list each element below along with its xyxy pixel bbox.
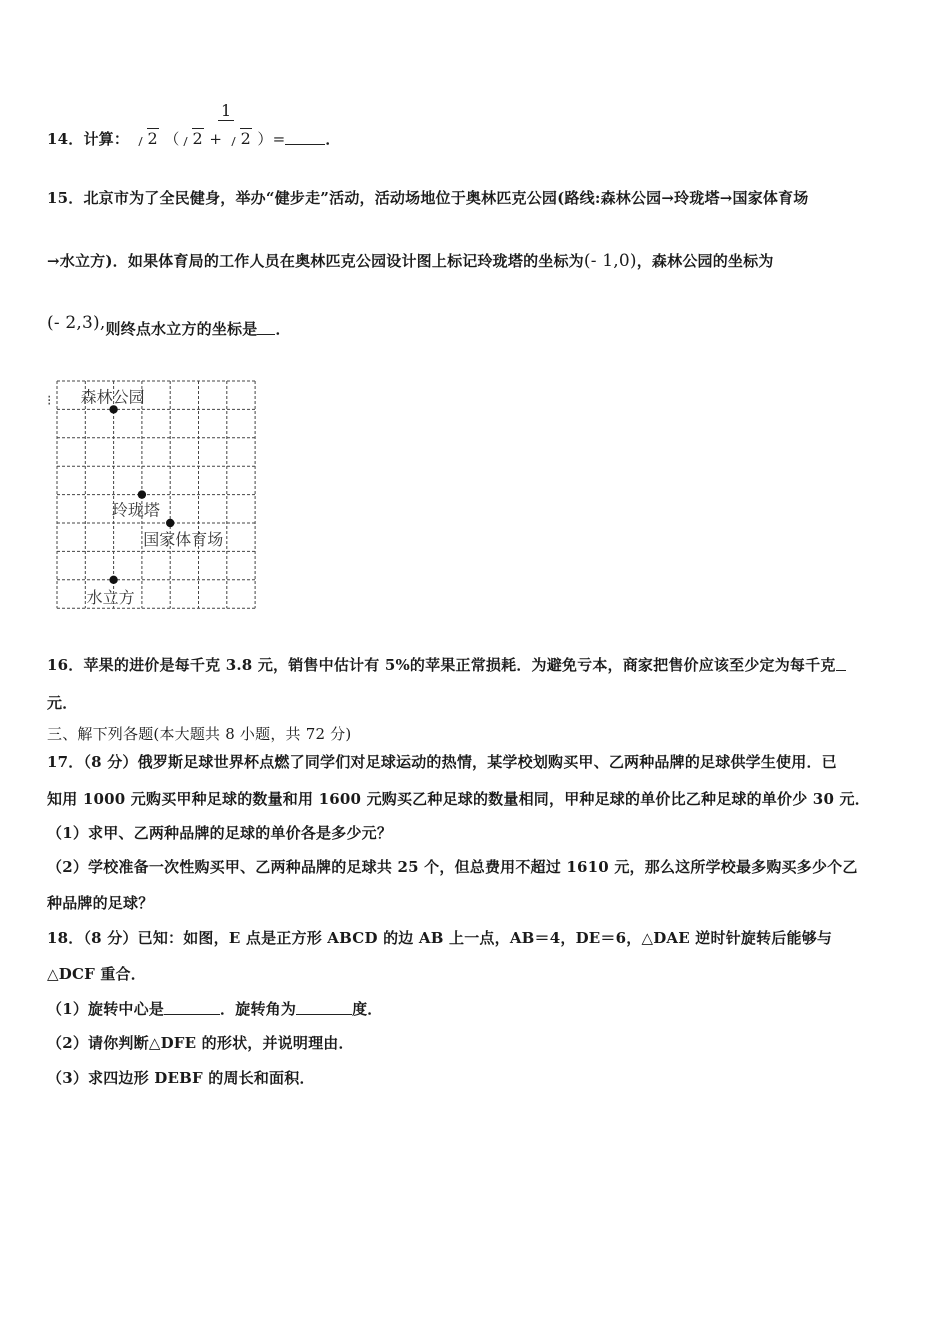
national-stadium-label: 国家体育场 bbox=[143, 530, 224, 549]
water-cube-point bbox=[109, 576, 117, 584]
linglong-tower-label: 玲珑塔 bbox=[111, 500, 160, 520]
q16-line1 bbox=[47, 654, 846, 675]
q14-plus: + bbox=[209, 130, 223, 148]
q15-line3 bbox=[47, 313, 291, 339]
map-grid bbox=[57, 381, 255, 608]
q18-line2: △DCF 重合． bbox=[47, 965, 146, 983]
q14-prefix: 14．计算： bbox=[47, 130, 130, 148]
map-margin-mark: ⁝ bbox=[47, 393, 52, 409]
q15-line3-text: 则终点水立方的坐标是 bbox=[105, 320, 258, 338]
q18-sub1-text-a: （1）旋转中心是 bbox=[47, 1000, 165, 1018]
q15-line1: 15．北京市为了全民健身，举办“健步走”活动，活动场地位于奥林匹克公园(路线:森林公园→玲珑塔→国家体育场 bbox=[47, 189, 809, 207]
q18-sub3: （3）求四边形 DEBF 的周长和面积． bbox=[47, 1069, 315, 1087]
q14-fraction bbox=[218, 101, 234, 121]
section3-title: 三、解下列各题(本大题共 8 小题，共 72 分) bbox=[47, 725, 352, 743]
q17-line2: 知用 1000 元购买甲种足球的数量和用 1600 元购买乙种足球的数量相同，甲种足球的单价比乙种足球的单价少 30 元． bbox=[47, 790, 870, 808]
q18-center-blank bbox=[164, 1013, 220, 1015]
q14-rparen: ）= bbox=[257, 130, 286, 148]
park-map-figure bbox=[46, 376, 260, 612]
q17-line1: 17．（8 分）俄罗斯足球世界杯点燃了同学们对足球运动的热情，某学校划购买甲、乙两种品牌的足球供学生使用．已 bbox=[47, 753, 837, 771]
q16-line2: 元． bbox=[47, 694, 78, 712]
q18-sub2: （2）请你判断△DFE 的形状，并说明理由． bbox=[47, 1034, 354, 1052]
q18-sub1 bbox=[47, 998, 382, 1019]
q15-line3-end: ． bbox=[275, 320, 291, 338]
q16-line1-text: 16．苹果的进价是每千克 3.8 元，销售中估计有 5%的苹果正常损耗．为避免亏本，商家把售价应该至少定为每千克 bbox=[47, 656, 836, 674]
forest-park-point bbox=[109, 405, 117, 413]
q14-lparen: （ bbox=[164, 130, 180, 148]
q16-answer-blank bbox=[836, 669, 846, 671]
q14-frac-denominator: 2 bbox=[228, 129, 252, 148]
q15-answer-blank bbox=[257, 333, 275, 335]
q14-sqrt-b: 2 bbox=[180, 129, 204, 148]
q14-sqrt-a: 2 bbox=[135, 129, 159, 148]
q18-sub1-text-b: ．旋转角为 bbox=[220, 1000, 297, 1018]
q14-frac-numerator: 1 bbox=[218, 101, 234, 121]
q15-line2-text-b: ，森林公园的坐标为 bbox=[636, 252, 774, 270]
q17-sub2-line1: （2）学校准备一次性购买甲、乙两种品牌的足球共 25 个，但总费用不超过 1610 元，那么这所学校最多购买多少个乙 bbox=[47, 858, 858, 876]
q14-end: ． bbox=[325, 130, 341, 148]
q17-sub2-line2: 种品牌的足球？ bbox=[47, 894, 154, 912]
q15-line2-text-a: →水立方)．如果体育局的工作人员在奥林匹克公园设计图上标记玲珑塔的坐标为 bbox=[47, 252, 584, 270]
q15-line2 bbox=[47, 250, 774, 271]
q15-coord-forest: (- 2,3), bbox=[47, 313, 106, 333]
forest-park-label: 森林公园 bbox=[80, 387, 145, 407]
q18-line1: 18．（8 分）已知：如图，E 点是正方形 ABCD 的边 AB 上一点，AB＝4，DE＝6，△DAE 逆时针旋转后能够与 bbox=[47, 929, 833, 947]
q17-sub1: （1）求甲、乙两种品牌的足球的单价各是多少元？ bbox=[47, 824, 393, 842]
national-stadium-point bbox=[166, 519, 174, 527]
q15-coord-tower: (- 1,0) bbox=[583, 251, 637, 271]
q18-angle-blank bbox=[296, 1013, 352, 1015]
linglong-tower-point bbox=[138, 490, 146, 498]
q18-sub1-text-c: 度． bbox=[352, 1000, 383, 1018]
water-cube-label: 水立方 bbox=[86, 587, 135, 607]
q14-line bbox=[47, 128, 341, 149]
q14-answer-blank bbox=[285, 143, 325, 145]
